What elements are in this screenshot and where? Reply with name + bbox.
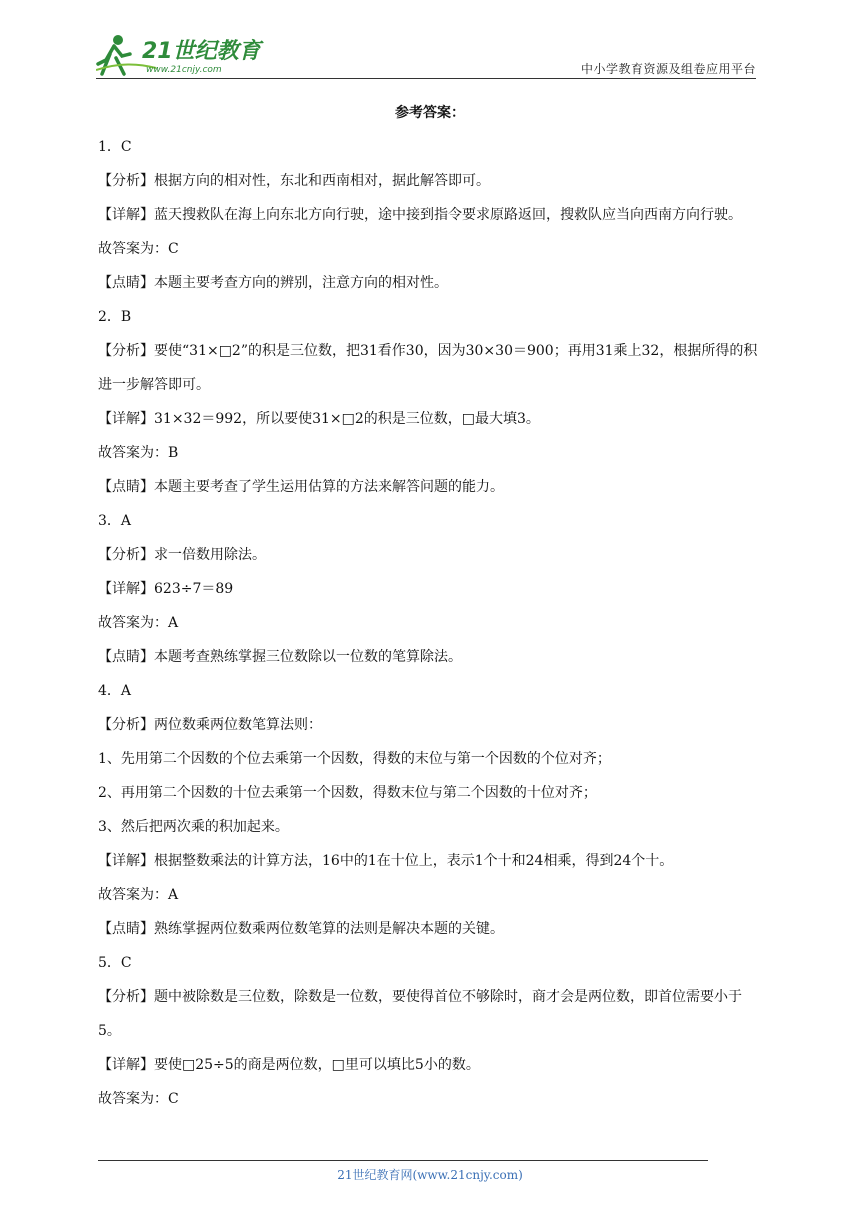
answer-line: 4．A (98, 683, 132, 699)
answer-line: 【详解】31×32＝992，所以要使31×□2的积是三位数，□最大填3。 (98, 411, 540, 427)
answer-line: 3、然后把两次乘的积加起来。 (98, 819, 289, 835)
answer-line: 【详解】蓝天搜救队在海上向东北方向行驶，途中接到指令要求原路返回，搜救队应当向西南方向行驶。 (98, 207, 742, 223)
answer-line: 故答案为：C (98, 1091, 179, 1107)
answer-line: 1．C (98, 139, 132, 155)
answer-content (98, 96, 762, 1116)
answer-line: 【详解】根据整数乘法的计算方法，16中的1在十位上，表示1个十和24相乘，得到24个十。 (98, 853, 674, 869)
answer-line: 【点睛】本题考查熟练掌握三位数除以一位数的笔算除法。 (98, 649, 462, 665)
answer-line: 【分析】题中被除数是三位数，除数是一位数，要使得首位不够除时，商才会是两位数，即首位需要小于5。 (98, 989, 742, 1039)
platform-title: 中小学教育资源及组卷应用平台 (580, 62, 756, 76)
logo-21cnjy (96, 30, 266, 80)
answer-line: 【分析】求一倍数用除法。 (98, 547, 266, 563)
logo-url: www.21cnjy.com (146, 65, 222, 75)
answer-line: 【点睛】本题主要考查了学生运用估算的方法来解答问题的能力。 (98, 479, 504, 495)
answer-line: 3．A (98, 513, 132, 529)
section-title: 参考答案： (395, 105, 465, 121)
answer-line: 2．B (98, 309, 132, 325)
answer-line: 故答案为：A (98, 615, 179, 631)
answer-line: 【分析】根据方向的相对性，东北和西南相对，据此解答即可。 (98, 173, 490, 189)
answer-line: 1、先用第二个因数的个位去乘第一个因数，得数的末位与第一个因数的个位对齐； (98, 751, 611, 767)
answer-line: 【详解】要使□25÷5的商是两位数，□里可以填比5小的数。 (98, 1057, 480, 1073)
logo-text: 21世纪教育 (142, 39, 261, 64)
footer-divider (98, 1160, 708, 1161)
answer-line: 【点睛】熟练掌握两位数乘两位数笔算的法则是解决本题的关键。 (98, 921, 504, 937)
answer-line: 【分析】要使“31×□2”的积是三位数，把31看作30，因为30×30＝900；再用31乘上32，根据所得的积进一步解答即可。 (98, 343, 758, 393)
answer-line: 故答案为：A (98, 887, 179, 903)
answer-line: 5．C (98, 955, 132, 971)
answer-line: 【点睛】本题主要考查方向的辨别，注意方向的相对性。 (98, 275, 448, 291)
answer-line: 故答案为：C (98, 241, 179, 257)
footer-link[interactable]: 21世纪教育网(www.21cnjy.com) (337, 1168, 523, 1182)
answer-line: 【详解】623÷7＝89 (98, 581, 234, 597)
answer-line: 故答案为：B (98, 445, 179, 461)
page-header (96, 30, 756, 80)
header-divider (96, 78, 756, 79)
answer-line: 【分析】两位数乘两位数笔算法则： (98, 717, 322, 733)
answer-line: 2、再用第二个因数的十位去乘第一个因数，得数末位与第二个因数的十位对齐； (98, 785, 597, 801)
